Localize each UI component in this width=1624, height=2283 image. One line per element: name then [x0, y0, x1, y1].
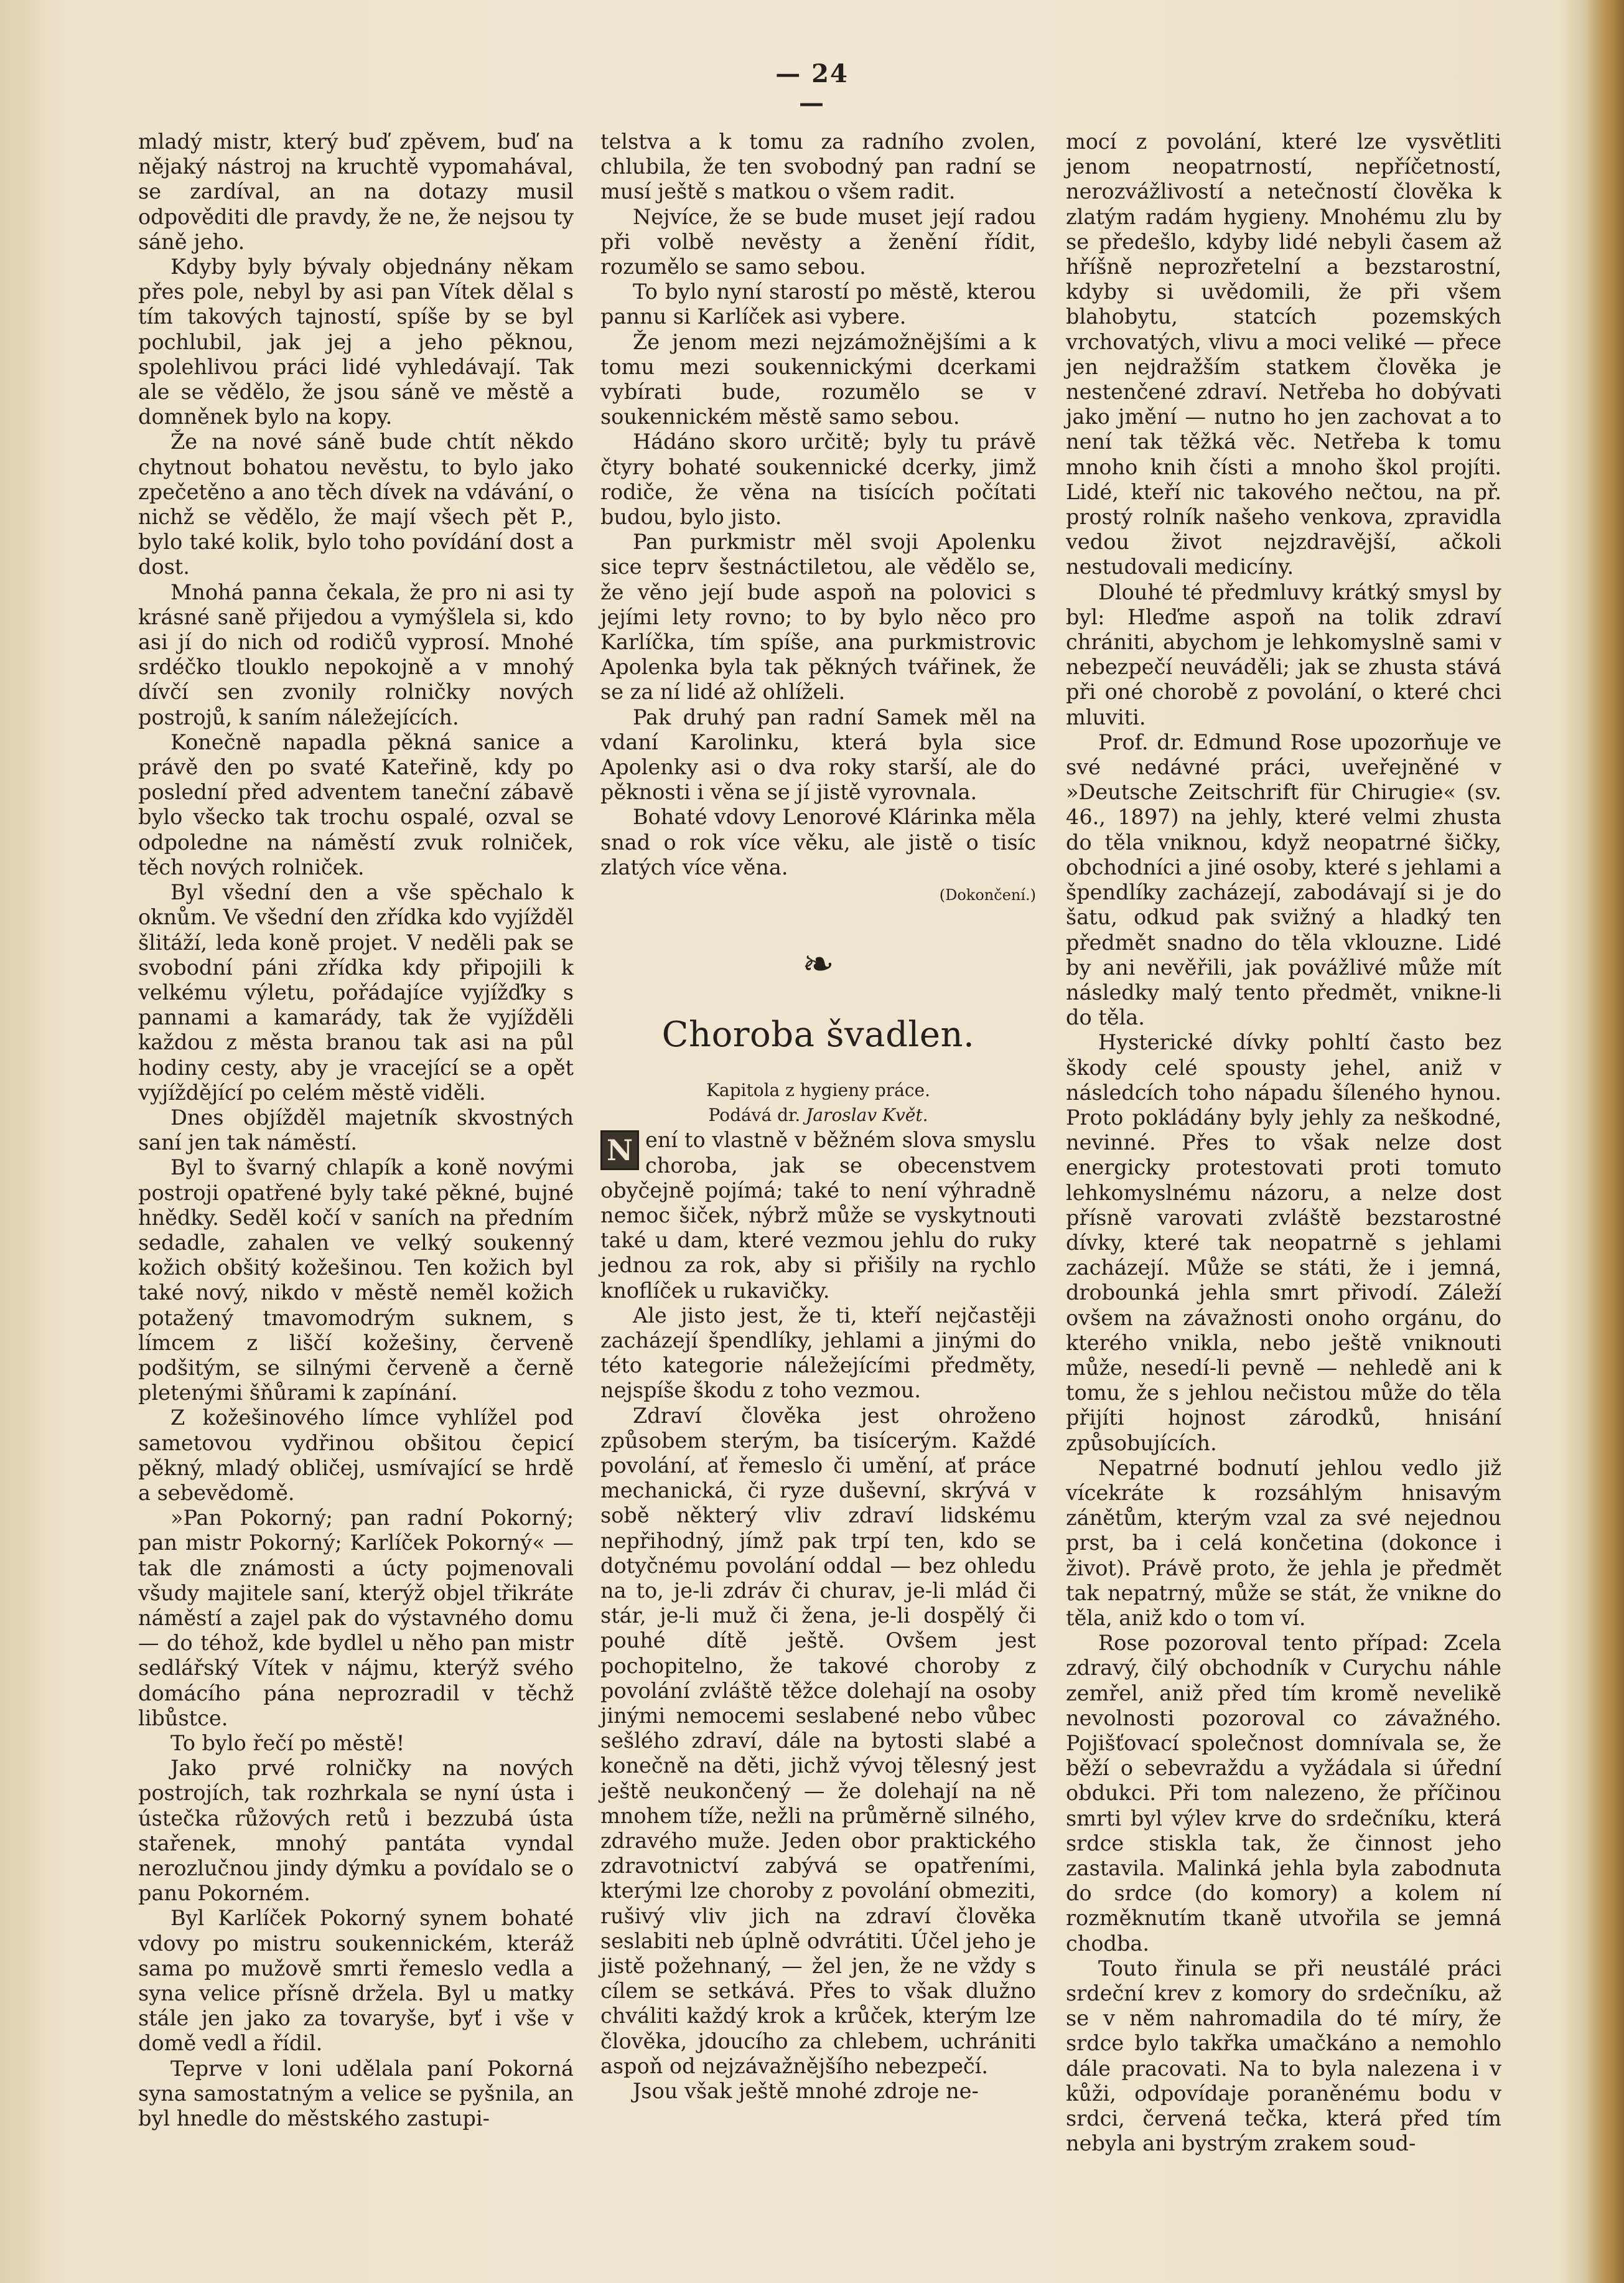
- article-title: Choroba švadlen.: [661, 1015, 975, 1056]
- paragraph: To bylo řečí po městě!: [170, 1731, 405, 1755]
- paragraph: Jako prvé rolničky na nových postrojích, tak rozhrkala se nyní ústa i ústečka růžových retů i bezzubá ústa stařenek, mnohý pantáta vyndal nerozlučnou jindy dýmku a povídalo se o panu Pokorném.: [138, 1756, 574, 1906]
- paragraph: Byl Karlíček Pokorný synem bohaté vdovy po mistru soukennickém, kteráž sama po mužově smrti řemeslo vedla a syna velice přísně držela. Byl u matky stále jen jako za tovaryše, byť i vše v domě vedl a řídil.: [138, 1906, 574, 2056]
- left-column: [138, 129, 574, 2233]
- paragraph: Pan purkmistr měl svoji Apolenku sice teprv šestnáctiletou, ale vědělo se, že věno její bude aspoň na polovici s jejími lety rovno; to by bylo něco pro Karlíčka, tím spíše, ana purkmistrovic Apolenka byla tak pěkných tvářinek, že se za ní lidé až ohlíželi.: [600, 530, 1036, 705]
- paragraph: »Pan Pokorný; pan radní Pokorný; pan mistr Pokorný; Karlíček Pokorný« — tak dle známosti a úcty pojmenovali všudy majitele saní, kterýž objel třikráte náměstí a zajel pak do výstavného domu — do téhož, kde bydlel u něho pan mistr sedlářský Vítek v nájmu, kterýž svého domácího pána neprozradil v těchž libůstce.: [138, 1506, 574, 1730]
- right-column: [1066, 129, 1501, 2233]
- article-subtitle: Kapitola z hygieny práce.: [706, 1080, 930, 1101]
- middle-column: [600, 129, 1036, 2233]
- paragraph: Nejvíce, že se bude muset její radou při volbě nevěsty a ženění řídit, rozumělo se samo sebou.: [600, 204, 1036, 279]
- paragraph: Mnohá panna čekala, že pro ni asi ty krásné saně přijedou a vymýšlela si, kdo asi jí do nich od rodičů vyprosí. Mnohé srdéčko tlouklo nepokojně a v mnohý dívčí sen zvonily rolničky nových postrojů, k saním náležejících.: [138, 579, 574, 729]
- paragraph: Zdraví člověka jest ohroženo způsobem sterým, ba tisícerým. Každé povolání, ať řemeslo či umění, ať práce mechanická, či ryze duševní, skrývá v sobě některý vliv zdraví lidskému nepřihodný, jímž pak trpí ten, kdo se dotyčnému povolání oddal — bez ohledu na to, je-li zdráv či churav, je-li mlád či stár, je-li muž či žena, je-li dospělý či pouhé dítě ještě. Ovšem jest pochopitelno, že takové choroby z povolání zvláště těžce dolehají na osoby jinými nemocemi seslabené nebo vůbec sešlého zdraví, dále na bytosti slabé a konečně na děti, jichž vývoj tělesný jest ještě neukončený — že dolehají na ně mnohem tíže, nežli na průměrně silného, zdravého muže. Jeden obor praktického zdravotnictví zabývá se opatřeními, kterými lze choroby z povolání obmeziti, rušivý vliv jich na zdraví člověka seslabiti neb úplně odvrátiti. Účel jeho je jistě požehnaný, — žel jen, že ne vždy s cílem se setkává. Přes to však dlužno chváliti každý krok a krůček, kterým lze člověka, jdoucího za chlebem, uchrániti aspoň od nejzávažnějšího nebezpečí.: [600, 1403, 1036, 2078]
- paragraph: Touto řinula se při neustálé práci srdeční krev z komory do srdečníku, až se v něm nahromadila do té míry, že srdce bylo takřka umačkáno a nemohlo dále pracovati. Na to byla nalezena i v kůži, odpovídaje poraněnému bodu v srdci, červená tečka, která před tím nebyla ani bystrým zrakem soud-: [1066, 1956, 1501, 2156]
- paragraph: Z kožešinového límce vyhlížel pod sametovou vydřinou obšitou čepicí pěkný, mladý obličej, usmívající se hrdě a sebevědomě.: [138, 1405, 574, 1505]
- paragraph: Byl všední den a vše spěchalo k oknům. Ve všední den zřídka kdo vyjížděl šlitáží, leda koně projet. V neděli pak se svobodní páni zřídka kdy připojili k velkému výletu, pořádajíce vyjížďky s pannami a kamarády, tak že vyjížděli každou z města branou tak asi na půl hodiny cesty, aby je vracející se a opět vyjíždějící po celém městě viděli.: [138, 880, 574, 1105]
- page-edge-shadow: [1587, 0, 1624, 2283]
- paragraph: Ale jisto jest, že ti, kteří nejčastěji zacházejí špendlíky, jehlami a jinými do této kategorie náležejícími předměty, nejspíše škodu z toho vezmou.: [600, 1303, 1036, 1403]
- paragraph: Nepatrné bodnutí jehlou vedlo již vícekráte k rozsáhlým hnisavým zánětům, kterým vzal za své nejednou prst, ba i celá končetina (dokonce i život). Právě proto, že jehla je předmět tak nepatrný, může se stát, že vnikne do těla, aniž kdo o tom ví.: [1066, 1455, 1501, 1630]
- fleuron-ornament-icon: ❧: [802, 941, 834, 987]
- paragraph: Že na nové sáně bude chtít někdo chytnout bohatou nevěstu, to bylo jako zpečetěno a ano těch dívek na vdávání, o nichž se vědělo, že mají všech pět P., bylo také kolik, bylo toho povídání dost a dost.: [138, 429, 574, 579]
- paragraph: Hysterické dívky pohltí často bez škody celé spousty jehel, aniž v následcích toho nápadu šíleného hynou. Proto pokládány byly jehly za neškodné, nevinné. Přes to však nelze dost energicky protestovati proti tomuto lehkomyslnému názoru, a nelze dost přísně varovati zvláště bezstarostné dívky, které tak neopatrně s jehlami zacházejí. Může se státi, že i jemná, drobounká jehla smrt přivodí. Záleží ovšem na závažnosti onoho orgánu, do kterého vnikla, nebo ještě vniknouti může, nesedí-li pevně — nehledě ani k tomu, že s jehlou nečistou může do těla přijíti hojnost zárodků, hnisání způsobujících.: [1066, 1030, 1501, 1455]
- paragraph: Byl to švarný chlapík a koně novými postroji opatřené byly také pěkné, bujné hnědky. Seděl kočí v saních na předním sedadle, zahalen ve velký soukenný kožich obšitý kožešinou. Ten kožich byl také nový, nikdo v městě neměl kožich potažený tmavomodrým suknem, s límcem z liščí kožešiny, červeně podšitým, se silnými červeně a černě pletenými šňůrami k zapínání.: [138, 1155, 574, 1405]
- first-paragraph-text: ení to vlastně v běžném slova smyslu choroba, jak se obecenstvem obyčejně pojímá; také to není výhradně nemoc šiček, nýbrž může se vyskytnouti také u dam, které vezmou jehlu do ruky jednou za rok, aby si přišily na rychlo knoflíček u rukavičky.: [600, 1128, 1036, 1303]
- paragraph: Teprve v loni udělala paní Pokorná syna samostatným a velice se pyšnila, an byl hnedle do městského zastupi-: [138, 2056, 574, 2131]
- paragraph: Že jenom mezi nejzámožnějšími a k tomu mezi soukennickými dcerkami vybírati bude, rozumělo se v soukennickém městě samo sebou.: [600, 329, 1036, 429]
- paragraph: Bohaté vdovy Lenorové Klárinka měla snad o rok více věku, ale jistě o tisíc zlatých více věna.: [600, 805, 1036, 879]
- paragraph: To bylo nyní starostí po městě, kterou pannu si Karlíček asi vybere.: [600, 279, 1036, 329]
- paragraph: mladý mistr, který buď zpěvem, buď na nějaký nástroj na kruchtě vypomahával, se zardíval, an na dotazy musil odpověditi dle pravdy, že ne, že nejsou ty sáně jeho.: [138, 129, 574, 254]
- paragraph: Dlouhé té předmluvy krátký smysl by byl: Hleďme aspoň na tolik zdraví chrániti, abychom je lehkomyslně sami v nebezpečí neuváděli; jak se zhusta stává při oné chorobě z povolání, o které chci mluviti.: [1066, 579, 1501, 729]
- paragraph: Konečně napadla pěkná sanice a právě den po svaté Kateřině, kdy po poslední před adventem taneční zábavě bylo všecko tak trochu ospalé, ozval se odpoledne na náměstí zvuk rolniček, těch nových rolniček.: [138, 729, 574, 879]
- paragraph: Kdyby byly bývaly objednány někam přes pole, nebyl by asi pan Vítek dělal s tím takových tajností, spíše by se byl pochlubil, jak jej a jeho pěknou, spolehlivou práci lidé vyhledávají. Tak ale se vědělo, že jsou sáně ve městě a domněnek bylo na kopy.: [138, 255, 574, 429]
- continued-note: (Dokončení.): [939, 886, 1036, 904]
- article-first-paragraph: [600, 1128, 1036, 1303]
- paragraph: Dnes objížděl majetník skvostných saní jen tak náměstí.: [138, 1105, 574, 1155]
- article-byline: [600, 1103, 1036, 1128]
- dropcap-initial: N: [600, 1130, 639, 1170]
- paragraph: Rose pozoroval tento případ: Zcela zdravý, čilý obchodník v Curychu náhle zemřel, aniž před tím kromě nevelikě nevolnosti pozoroval co závažného. Pojišťovací společnost domnívala se, že běží o sebevraždu a vyžádala si úřední obdukci. Při tom nalezeno, že příčinou smrti byl výlev krve do srdečníku, která srdce stiskla tak, že činnost jeho zastavila. Malinká jehla byla zabodnuta do srdce (do komory) a kolem ní rozměknutím tkaně utvořila se jemná chodba.: [1066, 1631, 1501, 1956]
- paragraph: Jsou však ještě mnohé zdroje ne-: [633, 2079, 979, 2104]
- paragraph: Hádáno skoro určitě; byly tu právě čtyry bohaté soukennické dcerky, jimž rodiče, že věna na tisících počítati budou, bylo jisto.: [600, 429, 1036, 530]
- paragraph: Pak druhý pan radní Samek měl na vdaní Karolinku, která byla sice Apolenky asi o dva roky starší, ale do pěknosti i věna se jí jistě vyrovnala.: [600, 705, 1036, 805]
- paragraph: mocí z povolání, které lze vysvětliti jenom neopatrností, nepříčetností, nerozvážlivostí a netečností člověka k zlatým radám hygieny. Mnohému zlu by se předešlo, kdyby lidé nebyli časem až hříšně neprozřetelní a bezstarostní, kdyby si uvědomili, že při všem blahobytu, statcích pozemských vrchovatých, vlivu a moci veliké — přece jen nejdražším statkem člověka je nestenčené zdraví. Netřeba ho dobývati jako jmění — nutno ho jen zachovat a to není tak těžká věc. Netřeba k tomu mnoho knih čísti a mnoho škol projíti. Lidé, kteří nic takového nečtou, na př. prostý rolník našeho venkova, zpravidla vedou život nejzdravější, ačkoli nestudovali medicíny.: [1066, 129, 1501, 579]
- byline-author: Jaroslav Květ.: [806, 1105, 928, 1126]
- page-number: — 24 —: [775, 59, 849, 118]
- byline-prefix: Podává dr.: [708, 1105, 801, 1126]
- paragraph: Prof. dr. Edmund Rose upozorňuje ve své nedávné práci, uveřejněné v »Deutsche Zeitschrift für Chirugie« (sv. 46., 1897) na jehly, které velmi zhusta do těla vniknou, když neopatrné šičky, obchodníci a jiné osoby, které s jehlami a špendlíky zacházejí, zabodávají si je do šatu, odkud pak svižný a hladký ten předmět snadno do těla vklouzne. Lidé by ani nevěřili, jak povážlivé může mít následky malý tento předmět, vnikne-li do těla.: [1066, 729, 1501, 1030]
- paragraph: telstva a k tomu za radního zvolen, chlubila, že ten svobodný pan radní se musí ještě s matkou o všem radit.: [600, 129, 1036, 204]
